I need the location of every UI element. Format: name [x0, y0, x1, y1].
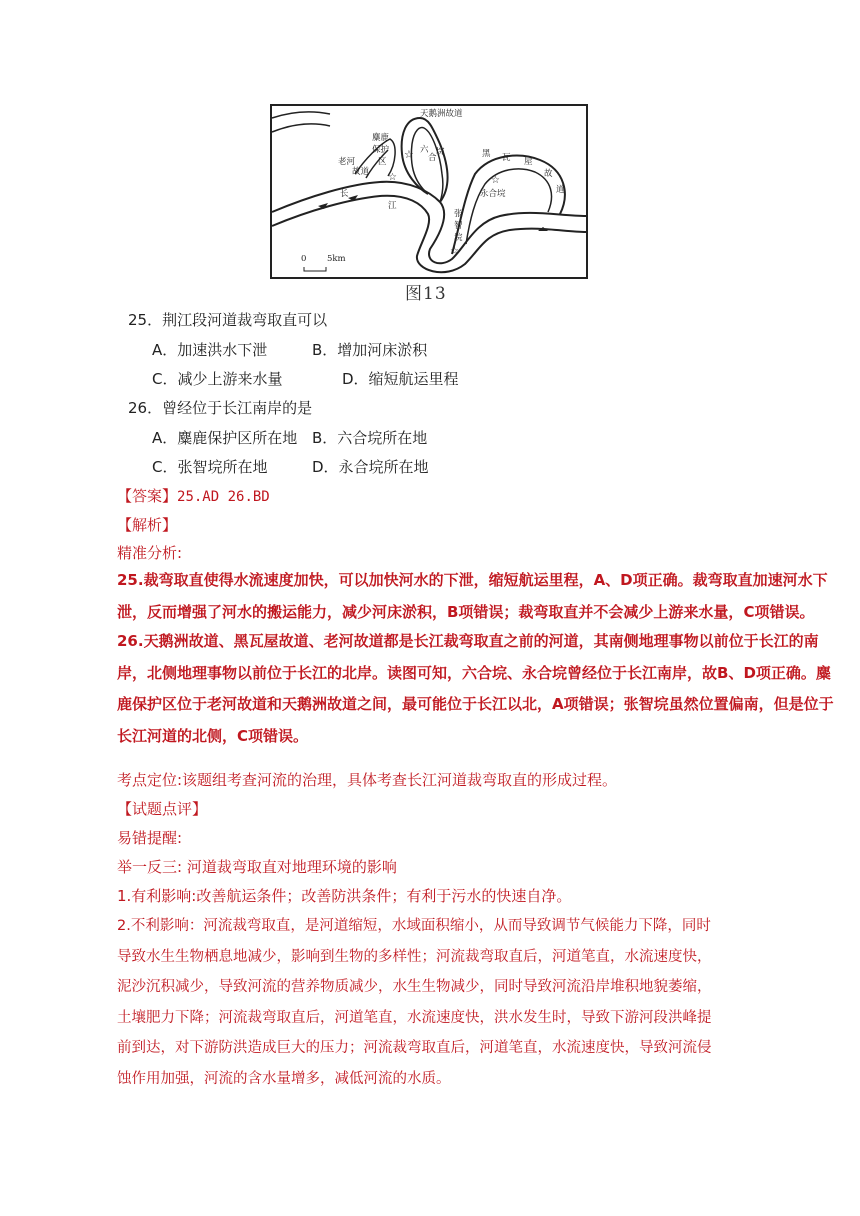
river-map-figure	[270, 104, 588, 282]
answer-line	[117, 486, 270, 507]
analysis-sub: 精准分析:	[117, 544, 183, 562]
q25-option-d: D．缩短航运里程	[342, 370, 459, 388]
label-jiang: 江	[388, 201, 397, 211]
label-milu: 区	[378, 157, 387, 167]
star-marker-icon: ☆	[491, 175, 500, 186]
star-marker-icon: ☆	[404, 148, 414, 161]
dianping-heading: 【试题点评】	[117, 800, 208, 818]
label-heiwawu: 道	[556, 185, 565, 195]
label-heiwawu: 瓦	[502, 153, 511, 163]
label-heiwawu: 故	[544, 169, 553, 179]
label-tianezhou: 天鹅洲故道	[420, 109, 463, 119]
label-zhangzhi: 智	[454, 221, 463, 231]
label-zhangzhi: 垸	[454, 233, 463, 243]
label-milu: 保护	[372, 145, 390, 155]
label-liuhe: 垸	[436, 147, 445, 157]
yicuo-line: 易错提醒:	[117, 829, 183, 847]
analysis-heading: 【解析】	[117, 516, 178, 534]
q26-option-c: C．张智垸所在地	[152, 458, 268, 476]
q25-option-c: C．减少上游来水量	[152, 370, 283, 388]
label-yonghe: 永合垸	[480, 189, 506, 199]
q25-option-b: B．增加河床淤积	[312, 341, 428, 359]
answer-bracket: 【答案】	[117, 487, 178, 505]
label-liuhe: 合	[428, 153, 437, 163]
favorable-line: 1.有利影响:改善航运条件；改善防洪条件；有利于污水的快速自净。	[117, 887, 572, 905]
label-zhangzhi: 张	[454, 209, 463, 219]
label-heiwawu: 黑	[482, 149, 491, 159]
label-chang: 长	[340, 189, 349, 199]
label-heiwawu: 屋	[524, 157, 533, 167]
q26-option-a: A．麋鹿保护区所在地	[152, 429, 298, 447]
q25-option-a: A．加速洪水下泄	[152, 341, 268, 359]
juyi-line: 举一反三: 河道裁弯取直对地理环境的影响	[117, 858, 397, 876]
question-25-stem: 25．荆江段河道裁弯取直可以	[128, 311, 328, 329]
star-marker-icon: ☆	[388, 172, 397, 183]
answer-value: 25.AD 26.BD	[177, 489, 270, 505]
star-marker-icon: ☆	[450, 246, 459, 257]
label-liuhe: 六	[420, 145, 429, 155]
scale-km: 5km	[327, 254, 346, 264]
scale-zero: 0	[301, 254, 307, 264]
label-milu: 麋鹿	[372, 133, 390, 143]
unfavorable-paragraph: 2.不利影响：河流裁弯取直，是河道缩短，水域面积缩小，从而导致调节气候能力下降，同时导致水生生物栖息地减少，影响到生物的多样性；河流裁弯取直后，河道笔直，水流速度快，泥沙沉积减少，导致河流的营养物质减少，水生生物减少，同时导致河流沿岸堆积地貌萎缩，土壤肥力下降；河流裁弯取直后，河道笔直，水流速度快，洪水发生时，导致下游河段洪峰提前到达，对下游防洪造成巨大的压力；河流裁弯取直后，河道笔直，水流速度快，导致河流侵蚀作用加强，河流的含水量增多，减低河流的水质。	[117, 918, 712, 1087]
label-laohe: 老河	[338, 157, 356, 167]
analysis-paragraph-26: 26.天鹅洲故道、黑瓦屋故道、老河故道都是长江裁弯取直之前的河道，其南侧地理事物以前位于长江的南岸，北侧地理事物以前位于长江的北岸。读图可知，六合垸、永合垸曾经位于长江南岸，故B、D项正确。麋鹿保护区位于老河故道和天鹅洲故道之间，最可能位于长江以北，A项错误；张智垸虽然位置偏南，但是位于长江河道的北侧，C项错误。	[117, 632, 834, 745]
figure-caption: 图13	[405, 284, 447, 304]
analysis-paragraph-25: 25.裁弯取直使得水流速度加快，可以加快河水的下泄，缩短航运里程，A、D项正确。裁弯取直加速河水下泄，反而增强了河水的搬运能力，减少河床淤积，B项错误；裁弯取直并不会减少上游来水量，C项错误。	[117, 571, 828, 621]
question-26-stem: 26．曾经位于长江南岸的是	[128, 399, 313, 417]
q26-option-d: D．永合垸所在地	[312, 458, 429, 476]
label-laohe: 故道	[352, 167, 370, 177]
kaodian-line: 考点定位:该题组考查河流的治理，具体考查长江河道裁弯取直的形成过程。	[117, 771, 618, 789]
q26-option-b: B．六合垸所在地	[312, 429, 428, 447]
